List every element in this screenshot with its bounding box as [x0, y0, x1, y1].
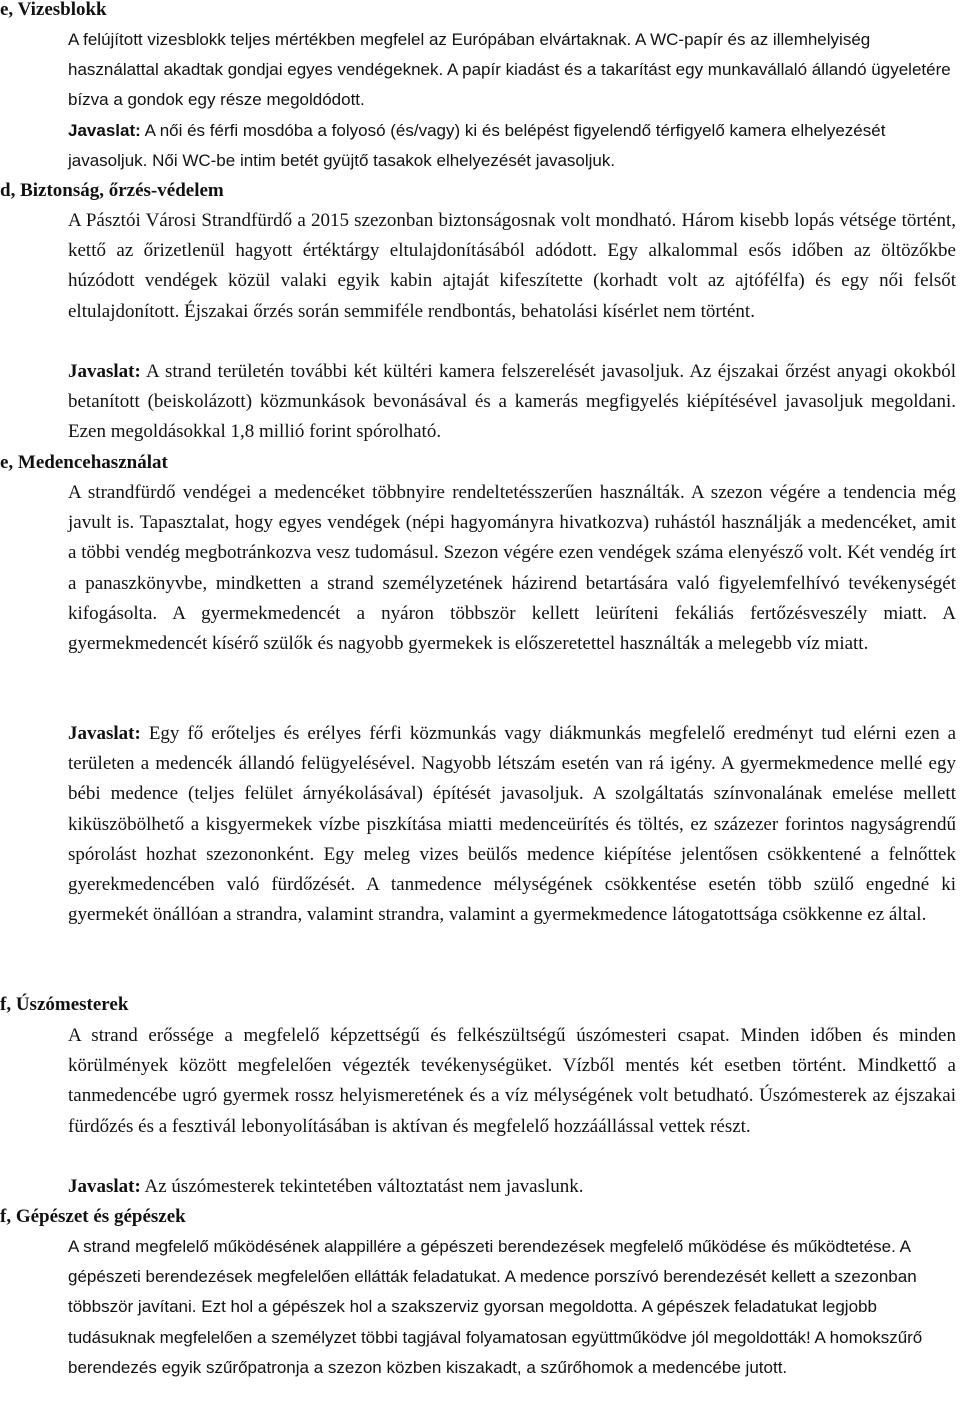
javaslat-label: Javaslat: — [68, 121, 141, 140]
section-heading-medencehasznalat: e, Medencehasználat — [0, 452, 168, 473]
paragraph-text: A női és férfi mosdóba a folyosó (és/vagy) ki és belépést figyelendő térfigyelő kamera elhelyezését javasoljuk. Női WC-be intim betét gyüjtő tasakok elhelyezését javasoljuk. — [68, 121, 886, 171]
javaslat-label: Javaslat: — [68, 361, 141, 382]
paragraph-text: A strandfürdő vendégei a medencéket többnyire rendeltetésszerűen használták. A szezon végére a tendencia még javult is. Tapasztalat, hogy egyes vendégek (népi hagyományra hivatkozva) ruhástól használják a medencéket, amit a többi vendég megbotránkozva vesz tudomásul. Szezon végére ezen vendégek száma elenyésző volt. Két vendég írt a panaszkönyvbe, mindketten a strand személyzetének házirend betartására való figyelemfelhívó tevékenységét kifogásolta. A gyermekmedencét a nyáron többször kellett leüríteni fekáliás fertőzésveszély miatt. A gyermekmedencét kísérő szülők és nagyobb gyermekek is előszeretettel használták a melegebb víz miatt. — [68, 482, 956, 655]
paragraph-vizesblokk-javaslat — [68, 116, 956, 176]
section-heading-uszomesterek: f, Úszómesterek — [0, 994, 129, 1015]
paragraph-medencehasznalat-javaslat — [68, 719, 956, 930]
paragraph-uszomesterek-javaslat — [68, 1172, 956, 1202]
paragraph-text: Az úszómesterek tekintetében változtatást nem javaslunk. — [140, 1176, 584, 1197]
javaslat-label: Javaslat: — [68, 723, 141, 744]
paragraph-medencehasznalat-body — [68, 478, 956, 659]
paragraph-text: Egy fő erőteljes és erélyes férfi közmunkás vagy diákmunkás megfelelő eredményt tud elérni ezen a területen a medencék állandó felügyelésével. Nagyobb létszám esetén van rá igény. A gyermekmedence mellé egy bébi medence (teljes felület árnyékolásával) építését javasoljuk. A szolgáltatás színvonalának emelése mellett kiküszöbölhető a kisgyermekek vízbe piszkítása miatti medenceürítés és töltés, ez százezer forintos nagyságrendű spórolást hozhat szezononként. Egy meleg vizes beülős medence kiépítése jelentősen csökkentené a felnőttek gyerekmedencében való fürdőzését. A tanmedence mélységének csökkentése esetén több szülő engedné ki gyermekét önállóan a strandra, valamint strandra, valamint a gyermekmedence látogatottsága csökkenne ez által. — [68, 723, 956, 926]
section-heading-biztonsag: d, Biztonság, őrzés-védelem — [0, 180, 224, 201]
paragraph-text: A Pásztói Városi Strandfürdő a 2015 szezonban biztonságosnak volt mondható. Három kisebb lopás vétsége történt, kettő az őrizetlenül hagyott értéktárgy eltulajdonításából adódott. Egy alkalommal esős időben az öltözőkbe húzódott vendégek közül valaki egyik kabin ajtaját kifeszítette (korhadt volt az ajtófélfa) és egy női felsőt eltulajdonított. Éjszakai őrzés során semmiféle rendbontás, behatolási kísérlet nem történt. — [68, 210, 956, 322]
paragraph-text: A strand megfelelő működésének alappillére a gépészeti berendezések megfelelő működése és működtetése. A gépészeti berendezések megfelelően ellátták feladatukat. A medence porszívó berendezését kellett a szezonban többször javítani. Ezt hol a gépészek hol a szakszerviz gyorsan megoldotta. A gépészek feladatukat legjobb tudásuknak megfelelően a személyzet többi tagjával folyamatosan együttműködve jól megoldották! A homokszűrő berendezés egyik szűrőpatronja a szezon közben kiszakadt, a szűrőhomok a medencébe jutott. — [68, 1237, 923, 1377]
paragraph-uszomesterek-body — [68, 1021, 956, 1142]
paragraph-text: A strand erőssége a megfelelő képzettségű és felkészültségű úszómesteri csapat. Minden időben és minden körülmények között megfelelően végezték tevékenységüket. Vízből mentés két esetben történt. Mindkettő a tanmedencébe ugró gyermek rossz helyismeretének és a víz mélységének volt betudható. Úszómesterek az éjszakai fürdőzés és a fesztivál lebonyolításában is aktívan és megfelelő hozzáállással vettek részt. — [68, 1025, 956, 1137]
section-heading-vizesblokk: e, Vizesblokk — [0, 0, 107, 20]
paragraph-gepeszet-body — [68, 1232, 956, 1383]
paragraph-text: A felújított vizesblokk teljes mértékben megfelel az Európában elvártaknak. A WC-papír és az illemhelyiség használattal akadtak gondjai egyes vendégeknek. A papír kiadást és a takarítást egy munkavállaló állandó ügyeletére bízva a gondok egy része megoldódott. — [68, 30, 951, 110]
javaslat-label: Javaslat: — [68, 1176, 141, 1197]
section-heading-gepeszet: f, Gépészet és gépészek — [0, 1206, 186, 1227]
paragraph-biztonsag-javaslat — [68, 357, 956, 448]
paragraph-biztonsag-body — [68, 206, 956, 327]
paragraph-vizesblokk-body — [68, 25, 956, 116]
paragraph-text: A strand területén további két kültéri kamera felszerelését javasoljuk. Az éjszakai őrzést anyagi okokból betanított (beiskolázott) közmunkások bevonásával és a kamerás megfigyelés kiépítésével javasoljuk megoldani. Ezen megoldásokkal 1,8 millió forint spórolható. — [68, 361, 956, 443]
